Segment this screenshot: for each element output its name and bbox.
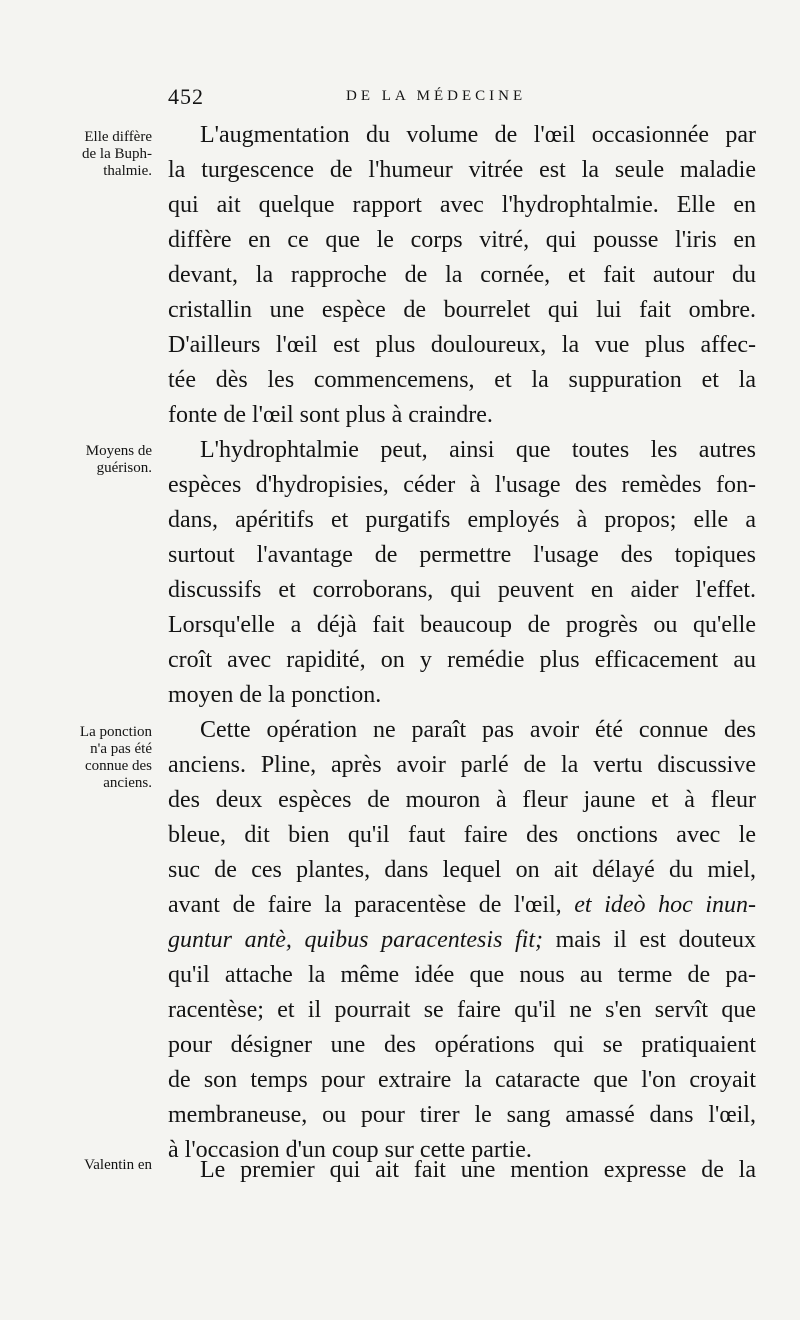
margin-note-line: Valentin en bbox=[84, 1157, 152, 1173]
margin-note-line: de la Buph- bbox=[82, 146, 152, 162]
text-line: cristallin une espèce de bourrelet qui lui fait ombre. bbox=[168, 297, 756, 323]
margin-note-line: Moyens de bbox=[85, 443, 152, 459]
text-line: surtout l'avantage de permettre l'usage des topiques bbox=[168, 542, 756, 568]
margin-note-line: Elle diffère bbox=[84, 129, 152, 145]
text-line: D'ailleurs l'œil est plus douloureux, la vue plus affec- bbox=[168, 332, 756, 358]
text-line: qu'il attache la même idée que nous au terme de pa- bbox=[168, 962, 756, 988]
margin-note bbox=[44, 443, 152, 477]
text-line: Lorsqu'elle a déjà fait beaucoup de progrès ou qu'elle bbox=[168, 612, 756, 638]
text-segment: mais il est douteux bbox=[555, 927, 756, 953]
text-line: L'hydrophtalmie peut, ainsi que toutes les autres bbox=[200, 437, 756, 463]
text-line: à l'occasion d'un coup sur cette partie. bbox=[168, 1137, 532, 1163]
text-line: pour désigner une des opérations qui se pratiquaient bbox=[168, 1032, 756, 1058]
margin-note-line: guérison. bbox=[96, 460, 152, 476]
text-line bbox=[168, 888, 756, 922]
text-line: des deux espèces de mouron à fleur jaune et à fleur bbox=[168, 787, 756, 813]
page-number: 452 bbox=[168, 84, 204, 109]
text-line: tée dès les commencemens, et la suppuration et la bbox=[168, 367, 756, 393]
text-line: diffère en ce que le corps vitré, qui pousse l'iris en bbox=[168, 227, 756, 253]
text-line: L'augmentation du volume de l'œil occasionnée par bbox=[200, 122, 756, 148]
text-line: devant, la rapproche de la cornée, et fait autour du bbox=[168, 262, 756, 288]
margin-note-line: connue des bbox=[84, 758, 152, 774]
page-header bbox=[168, 84, 758, 114]
latin-quote: et ideò hoc inun- bbox=[574, 892, 757, 918]
margin-note bbox=[44, 1157, 152, 1174]
text-line: dans, apéritifs et purgatifs employés à propos; elle a bbox=[168, 507, 756, 533]
text-line: anciens. Pline, après avoir parlé de la vertu discussive bbox=[168, 752, 756, 778]
margin-note-line: thalmie. bbox=[103, 163, 152, 179]
latin-quote: guntur antè, quibus paracentesis fit; bbox=[168, 927, 543, 953]
text-line: la turgescence de l'humeur vitrée est la seule maladie bbox=[168, 157, 756, 183]
running-title: DE LA MÉDECINE bbox=[346, 88, 527, 104]
text-line: suc de ces plantes, dans lequel on ait délayé du miel, bbox=[168, 857, 756, 883]
text-line: Cette opération ne paraît pas avoir été connue des bbox=[200, 717, 756, 743]
margin-note-line: n'a pas été bbox=[90, 741, 152, 757]
text-line: Le premier qui ait fait une mention expresse de la bbox=[200, 1157, 756, 1183]
margin-note bbox=[44, 129, 152, 180]
text-line: membraneuse, ou pour tirer le sang amassé dans l'œil, bbox=[168, 1102, 756, 1128]
margin-note bbox=[44, 724, 152, 792]
text-line bbox=[168, 923, 756, 957]
text-line: de son temps pour extraire la cataracte que l'on croyait bbox=[168, 1067, 756, 1093]
text-line: moyen de la ponction. bbox=[168, 682, 382, 708]
text-line: croît avec rapidité, on y remédie plus efficacement au bbox=[168, 647, 756, 673]
text-line: qui ait quelque rapport avec l'hydrophtalmie. Elle en bbox=[168, 192, 756, 218]
text-segment: avant de faire la paracentèse de l'œil, bbox=[168, 892, 562, 918]
margin-note-line: La ponction bbox=[79, 724, 152, 740]
text-line: discussifs et corroborans, qui peuvent en aider l'effet. bbox=[168, 577, 756, 603]
text-line: espèces d'hydropisies, céder à l'usage des remèdes fon- bbox=[168, 472, 756, 498]
text-line: bleue, dit bien qu'il faut faire des onctions avec le bbox=[168, 822, 756, 848]
margin-note-line: anciens. bbox=[103, 775, 152, 791]
text-line: fonte de l'œil sont plus à craindre. bbox=[168, 402, 493, 428]
text-line: racentèse; et il pourrait se faire qu'il ne s'en servît que bbox=[168, 997, 756, 1023]
